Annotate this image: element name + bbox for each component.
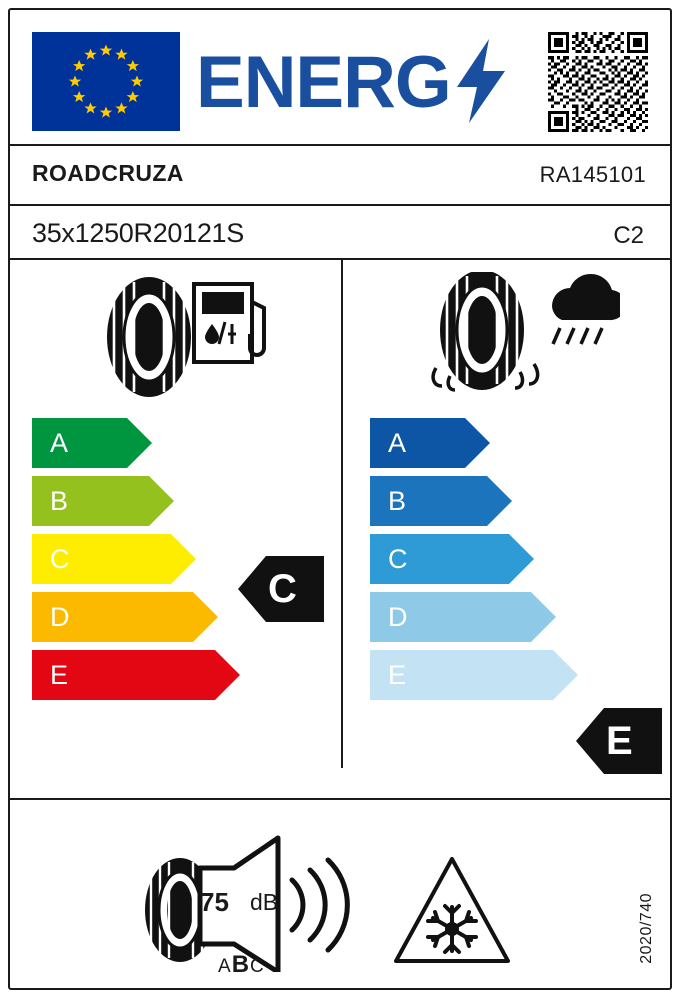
qr-code-icon (548, 32, 648, 132)
grip-result-marker (576, 708, 662, 774)
fuel-grade-letter-c: C (50, 544, 70, 574)
fuel-grade-letter-b: B (50, 486, 69, 516)
vertical-divider (341, 260, 343, 768)
noise-value: 75 (200, 887, 229, 917)
fuel-result-marker (238, 556, 324, 622)
noise-class-c: C (250, 956, 265, 977)
sound-waves-icon (292, 860, 347, 950)
lightning-bolt-icon (455, 39, 507, 128)
divider-3 (10, 258, 670, 260)
tyre-icon (440, 272, 524, 390)
grip-grade-letter-b: B (388, 486, 407, 516)
wet-grip-pictogram (420, 272, 620, 407)
energy-word: ENERG (196, 41, 451, 123)
fuel-grade-letter-e: E (50, 660, 69, 690)
energy-wordmark (196, 38, 507, 126)
label-header (10, 10, 670, 132)
grip-grade-letter-d: D (388, 602, 408, 632)
noise-unit: dB (250, 889, 279, 915)
divider-1 (10, 144, 670, 146)
noise-class-b: B (231, 951, 251, 978)
divider-4 (10, 798, 670, 800)
fuel-grade-letter-a: A (50, 428, 69, 458)
label-date: 2020/740 (638, 893, 655, 964)
grip-grade-letter-a: A (388, 428, 407, 458)
fuel-grade-letter-d: D (50, 602, 70, 632)
noise-class-a: A (218, 956, 232, 977)
brand-name: ROADCRUZA (32, 160, 184, 186)
energy-label (8, 8, 672, 990)
fuel-result-letter: C (268, 567, 297, 611)
snow-grip-pictogram (392, 855, 512, 972)
fuel-efficiency-pictogram (94, 272, 274, 407)
sku-code: RA145101 (539, 162, 646, 187)
tyre-class: C2 (613, 222, 644, 249)
eu-flag-icon (32, 32, 180, 131)
grip-result-letter: E (606, 719, 633, 763)
grip-grade-letter-c: C (388, 544, 408, 574)
grip-grade-letter-e: E (388, 660, 407, 690)
tyre-size: 35x1250R20121S (32, 218, 244, 248)
tyre-icon (107, 277, 191, 397)
rain-cloud-icon (552, 274, 620, 344)
noise-class-scale (218, 951, 265, 979)
fuel-pump-icon (194, 284, 264, 362)
divider-2 (10, 204, 670, 206)
